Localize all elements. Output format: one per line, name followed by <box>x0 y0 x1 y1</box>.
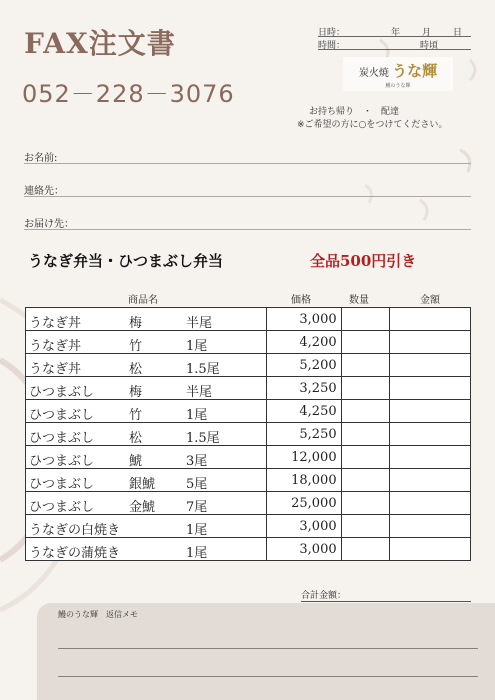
amount-cell[interactable] <box>389 400 470 423</box>
item-name: うなぎ丼 <box>29 316 82 331</box>
qty-cell[interactable] <box>341 538 389 561</box>
item-name-cell <box>26 538 267 561</box>
shop-logo: 炭火焼 うな輝 鰻のうな輝 <box>343 57 453 91</box>
item-name-cell <box>26 446 267 469</box>
section-title: うなぎ弁当・ひつまぶし弁当 <box>28 252 224 270</box>
item-name: ひつまぶし <box>29 477 95 492</box>
qty-cell[interactable] <box>341 377 389 400</box>
table-row <box>26 423 471 446</box>
amount-cell[interactable] <box>389 308 470 331</box>
memo-line[interactable] <box>58 676 478 677</box>
item-price: 5,200 <box>267 354 342 377</box>
qty-cell[interactable] <box>341 308 389 331</box>
qty-cell[interactable] <box>341 400 389 423</box>
menu-table <box>25 307 471 561</box>
amount-cell[interactable] <box>389 469 470 492</box>
amount-cell[interactable] <box>389 377 470 400</box>
item-name-cell <box>26 377 267 400</box>
item-grade: 松 <box>129 362 143 377</box>
delivery-note: ※ご希望の方に○をつけてください。 <box>297 120 448 130</box>
address-label: お届け先： <box>24 219 74 230</box>
table-row <box>26 492 471 515</box>
item-size: 7尾 <box>186 500 208 515</box>
time-underline <box>318 49 471 50</box>
item-size: 半尾 <box>186 316 213 331</box>
table-row <box>26 377 471 400</box>
page-title: FAX注文書 <box>24 27 176 60</box>
address-field[interactable] <box>24 229 471 230</box>
qty-cell[interactable] <box>341 446 389 469</box>
item-size: 1.5尾 <box>186 362 220 377</box>
item-name: ひつまぶし <box>29 500 95 515</box>
date-underline <box>318 36 471 37</box>
amount-cell[interactable] <box>389 423 470 446</box>
item-price: 4,250 <box>267 400 342 423</box>
amount-cell[interactable] <box>389 446 470 469</box>
amount-cell[interactable] <box>389 538 470 561</box>
date-month: 月 <box>422 28 432 38</box>
item-name: ひつまぶし <box>29 454 95 469</box>
item-grade: 松 <box>129 431 143 446</box>
total-field[interactable] <box>301 601 471 602</box>
item-grade: 梅 <box>129 385 143 400</box>
item-price: 18,000 <box>267 469 342 492</box>
qty-cell[interactable] <box>341 469 389 492</box>
item-size: 1尾 <box>186 339 208 354</box>
amount-cell[interactable] <box>389 515 470 538</box>
item-price: 25,000 <box>267 492 342 515</box>
table-row <box>26 331 471 354</box>
item-name-cell <box>26 492 267 515</box>
item-grade: 鯱 <box>129 454 143 469</box>
qty-cell[interactable] <box>341 354 389 377</box>
contact-field[interactable] <box>24 196 471 197</box>
qty-cell[interactable] <box>341 331 389 354</box>
date-day: 日 <box>453 28 463 38</box>
item-size: 1尾 <box>186 408 208 423</box>
header-name: 商品名 <box>128 295 158 306</box>
item-size: 1.5尾 <box>186 431 220 446</box>
item-size: 1尾 <box>186 523 208 538</box>
amount-cell[interactable] <box>389 354 470 377</box>
item-grade: 梅 <box>129 316 143 331</box>
memo-line[interactable] <box>58 648 478 649</box>
item-price: 4,200 <box>267 331 342 354</box>
date-year: 年 <box>391 28 401 38</box>
promo-text: 全品500円引き <box>310 252 417 270</box>
fax-number: 052－228－3076 <box>22 80 235 108</box>
table-row <box>26 308 471 331</box>
amount-cell[interactable] <box>389 492 470 515</box>
item-price: 3,000 <box>267 515 342 538</box>
item-size: 5尾 <box>186 477 208 492</box>
item-name: ひつまぶし <box>29 408 95 423</box>
item-size: 3尾 <box>186 454 208 469</box>
name-label: お名前: <box>24 153 58 164</box>
item-name-cell <box>26 331 267 354</box>
item-name-cell <box>26 308 267 331</box>
item-name: うなぎの蒲焼き <box>29 546 121 561</box>
item-price: 3,000 <box>267 538 342 561</box>
table-row <box>26 469 471 492</box>
item-price: 12,000 <box>267 446 342 469</box>
table-row <box>26 515 471 538</box>
item-grade: 竹 <box>129 339 143 354</box>
item-name-cell <box>26 400 267 423</box>
item-grade: 竹 <box>129 408 143 423</box>
memo-label: 鰻のうな輝 返信メモ <box>58 610 138 619</box>
item-grade: 金鯱 <box>129 500 156 515</box>
table-row <box>26 538 471 561</box>
table-row <box>26 400 471 423</box>
item-name: ひつまぶし <box>29 385 95 400</box>
qty-cell[interactable] <box>341 423 389 446</box>
amount-cell[interactable] <box>389 331 470 354</box>
time-suffix: 時頃 <box>420 41 439 51</box>
contact-label: 連絡先： <box>24 186 64 197</box>
item-price: 5,250 <box>267 423 342 446</box>
item-name-cell <box>26 515 267 538</box>
item-name: うなぎ丼 <box>29 362 82 377</box>
header-amount: 金額 <box>420 295 440 306</box>
item-name-cell <box>26 469 267 492</box>
time-label: 時間： <box>318 41 346 51</box>
name-field[interactable] <box>24 163 471 164</box>
date-label: 日時： <box>318 28 346 38</box>
item-grade: 銀鯱 <box>129 477 156 492</box>
table-row <box>26 446 471 469</box>
item-name-cell <box>26 354 267 377</box>
item-size: 半尾 <box>186 385 213 400</box>
delivery-options: お持ち帰り ・ 配達 <box>309 107 400 117</box>
header-price: 価格 <box>291 295 311 306</box>
qty-cell[interactable] <box>341 515 389 538</box>
qty-cell[interactable] <box>341 492 389 515</box>
item-name-cell <box>26 423 267 446</box>
item-price: 3,250 <box>267 377 342 400</box>
item-price: 3,000 <box>267 308 342 331</box>
item-name: うなぎの白焼き <box>29 523 121 538</box>
total-label: 合計金額： <box>301 591 347 601</box>
item-name: うなぎ丼 <box>29 339 82 354</box>
item-size: 1尾 <box>186 546 208 561</box>
header-qty: 数量 <box>349 295 369 306</box>
table-row <box>26 354 471 377</box>
item-name: ひつまぶし <box>29 431 95 446</box>
